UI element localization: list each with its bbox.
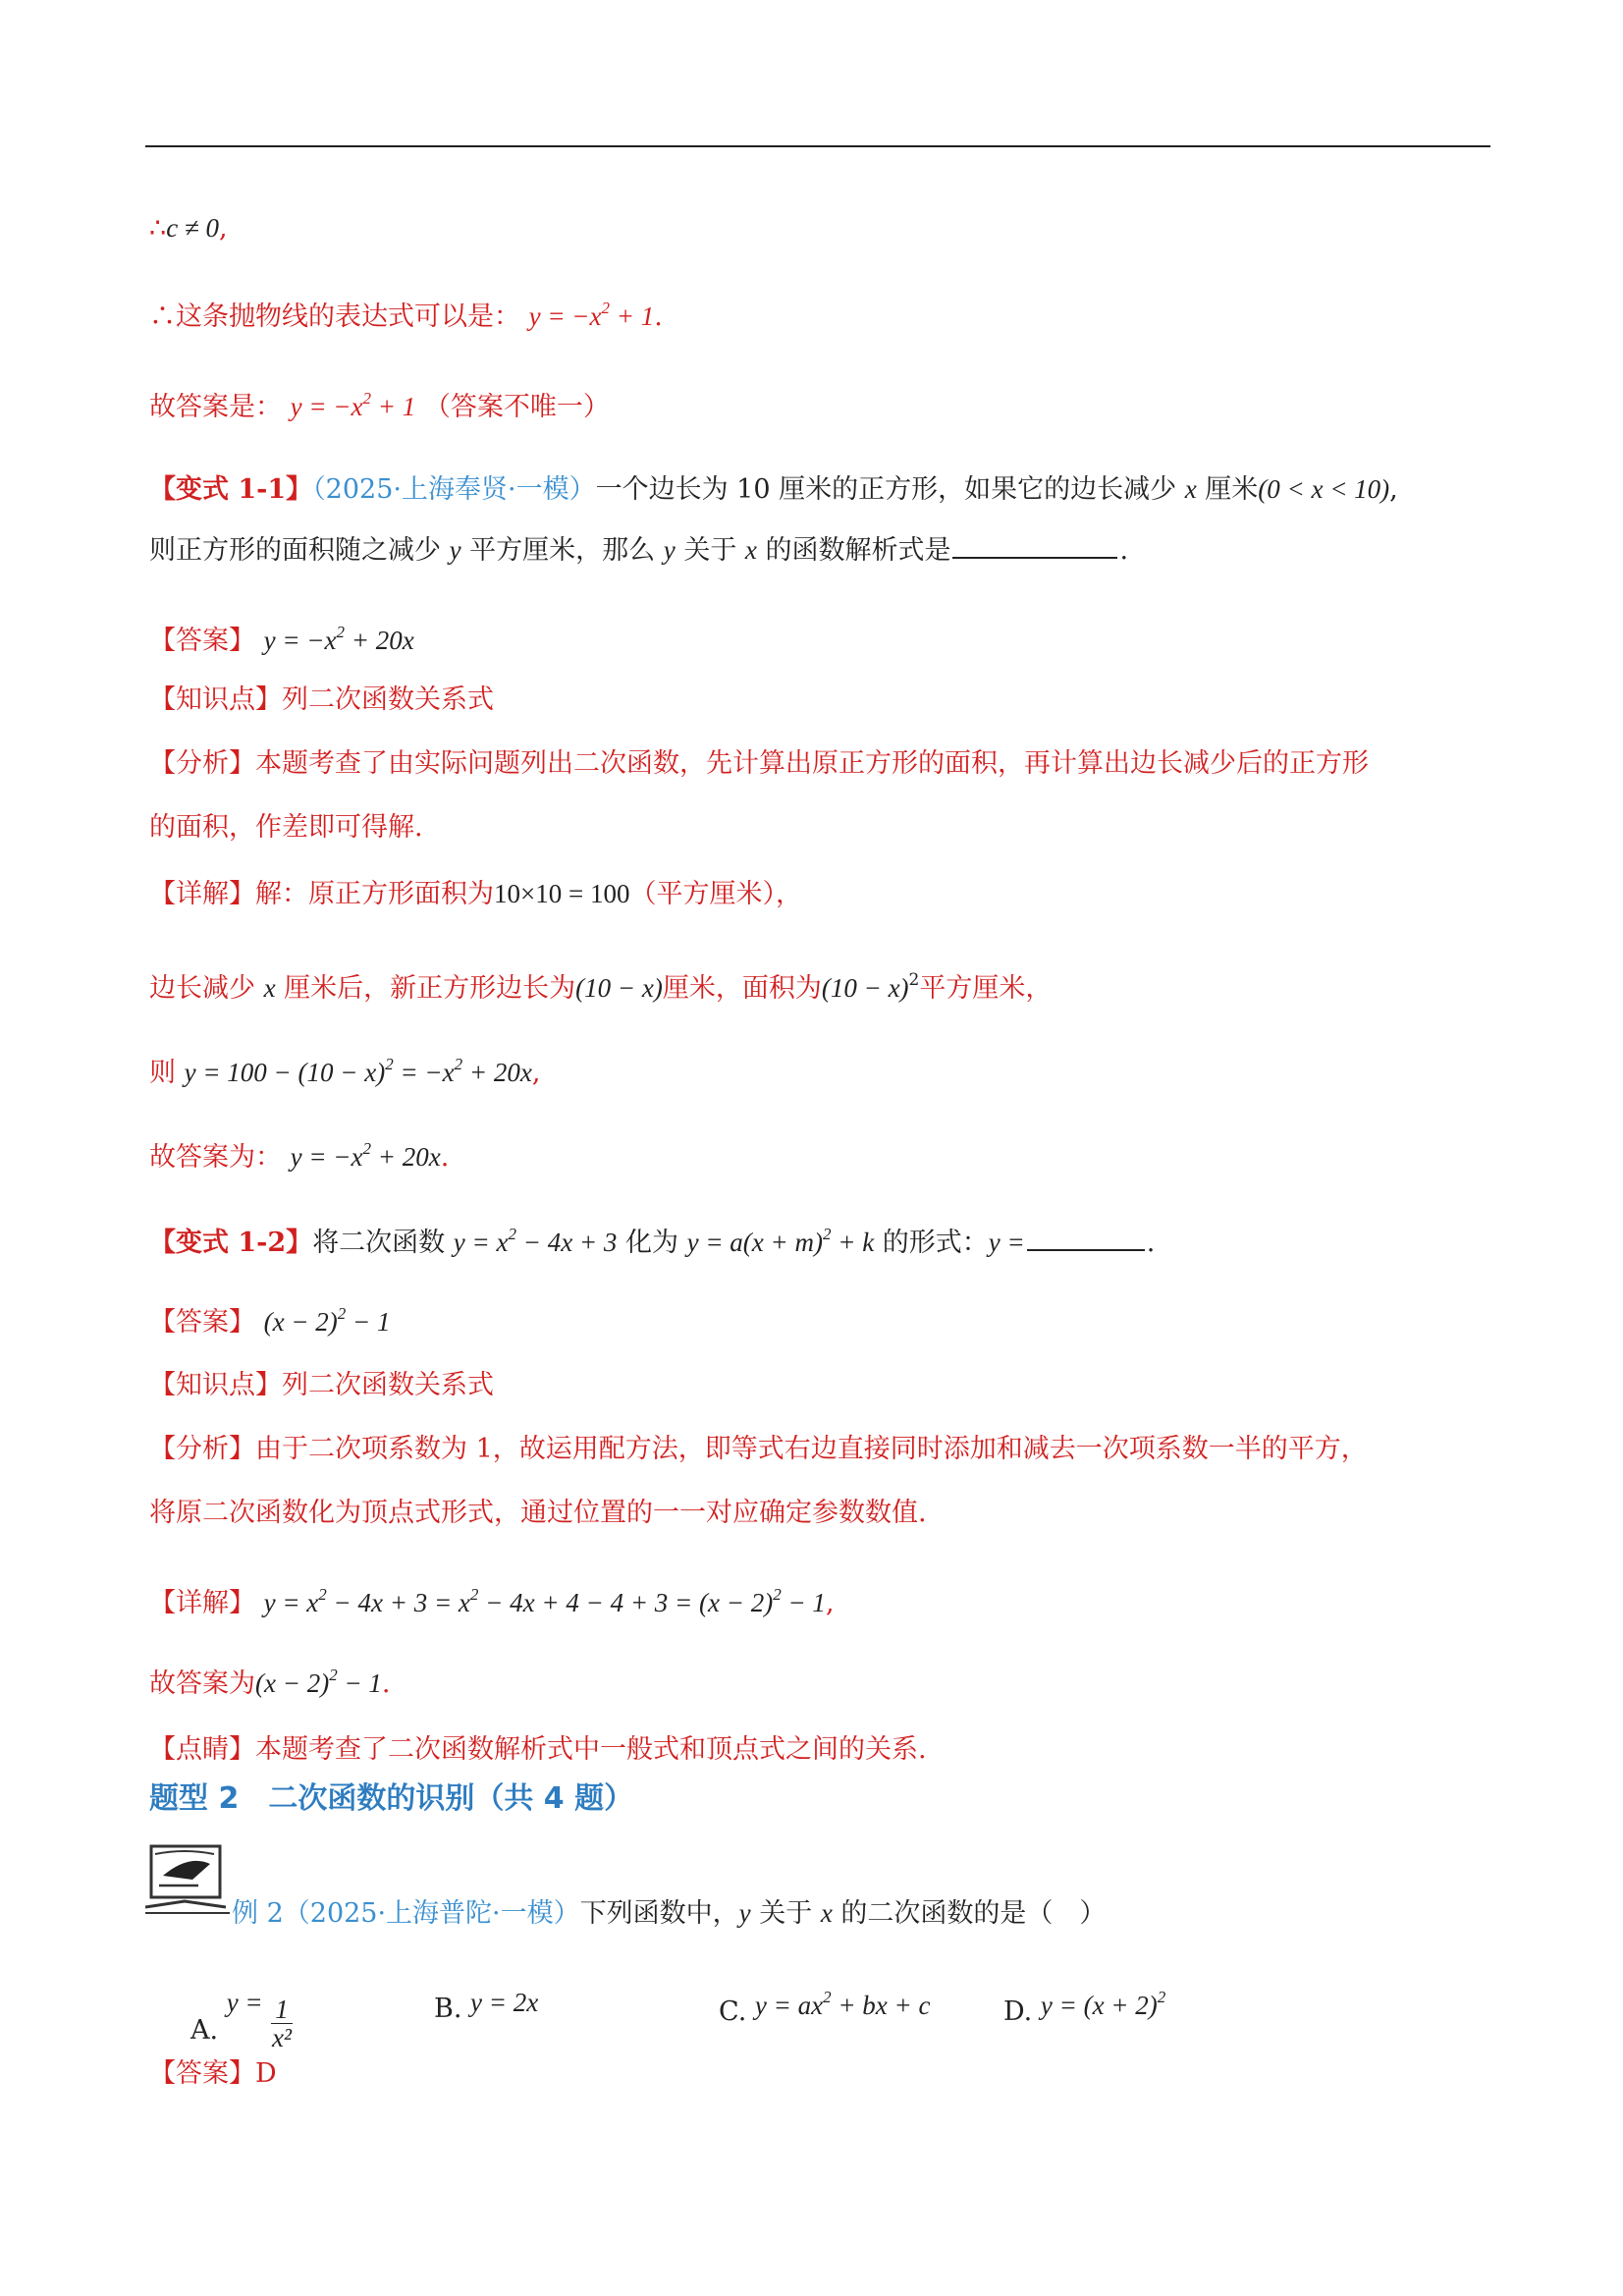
variant2-analysis-line1 <box>149 1430 1368 1469</box>
punct: , <box>1389 474 1398 505</box>
math-sup: 2 <box>362 389 372 408</box>
book-icon <box>145 1842 232 1919</box>
math-part: y = −x <box>290 1142 363 1172</box>
math-part: y = ax <box>754 1991 824 2020</box>
question-math <box>686 1225 875 1257</box>
analysis-label: 【分析】 <box>149 1434 255 1464</box>
math-sup: 2 <box>773 1585 782 1604</box>
analysis-text: 本题考查了由实际问题列出二次函数，先计算出原正方形的面积，再计算出边长减少后的正方形 <box>255 748 1369 779</box>
variant1-question-line1 <box>149 469 1398 510</box>
question-math <box>453 1225 618 1257</box>
intro-math-1: c ≠ 0 <box>166 213 219 243</box>
answer-math <box>263 1304 391 1337</box>
math-part: − 4x + 3 <box>515 1228 618 1257</box>
question-text: 平方厘米，那么 <box>460 535 664 566</box>
detail-text: 厘米，面积为 <box>662 973 822 1004</box>
question-text: 的形式： <box>882 1228 989 1258</box>
math-part: y = a(x + m) <box>686 1228 823 1257</box>
question-text: 则正方形的面积随之减少 <box>149 535 450 566</box>
variant1-knowledge-point <box>149 681 494 720</box>
variant2-analysis-line2 <box>149 1494 927 1533</box>
question-text: 的二次函数的是（ ） <box>832 1898 1107 1929</box>
variant2-answer <box>149 1294 391 1342</box>
option-label: B. <box>434 1994 462 2024</box>
detail-text: 则 <box>149 1058 176 1088</box>
answer-blank <box>952 557 1117 559</box>
variant2-final <box>149 1656 391 1704</box>
detail-text: 解：原正方形面积为 <box>255 879 494 909</box>
answer-blank <box>1027 1249 1145 1251</box>
variant1-analysis-line1 <box>149 744 1369 784</box>
intro-text-3: 故答案是： <box>149 392 282 422</box>
question-text: 下列函数中， <box>579 1898 739 1929</box>
option-label: C. <box>719 1996 747 2027</box>
detail-math <box>263 1585 826 1617</box>
math-sup: 2 <box>318 1585 327 1604</box>
var-y: y <box>449 535 461 565</box>
punct: , <box>825 1588 835 1618</box>
question-text: 关于 <box>750 1898 821 1929</box>
detail-text: 故答案为 <box>149 1668 255 1699</box>
variant2-question <box>149 1215 1155 1263</box>
detail-label: 【详解】 <box>149 879 255 909</box>
var-x: x <box>1184 474 1197 504</box>
variant-label: 【变式 1-2】 <box>149 1228 313 1258</box>
math-part: (x − 2) <box>263 1307 338 1337</box>
math-sup: 2 <box>508 1225 516 1243</box>
punct: . <box>1146 1228 1156 1258</box>
math-sup: 2 <box>601 299 611 317</box>
variant1-answer <box>149 613 414 661</box>
punct: . <box>654 301 663 332</box>
example-label: 例 2 <box>232 1898 284 1929</box>
options-row <box>149 1956 1426 2052</box>
question-text: 的函数解析式是 <box>756 535 951 566</box>
question-source: （2025·上海普陀·一模） <box>283 1898 580 1929</box>
example2-question <box>232 1893 1106 1934</box>
math-sup: 2 <box>336 623 346 641</box>
punct: . <box>440 1142 450 1173</box>
math-sup: 2 <box>329 1666 338 1684</box>
option-label: A. <box>190 2015 219 2046</box>
detail-math: 10×10 = 100 <box>494 879 630 908</box>
intro-line-2 <box>149 289 663 337</box>
detail-text: （平方厘米）， <box>629 879 802 909</box>
fraction-numerator: 1 <box>271 1995 293 2024</box>
analysis-label: 【分析】 <box>149 748 255 779</box>
math-part: + 20x <box>345 626 414 655</box>
answer-math <box>263 623 414 655</box>
kp-text: 列二次函数关系式 <box>282 684 494 715</box>
therefore-symbol: ∴ <box>149 213 167 244</box>
option-a[interactable] <box>190 1988 293 2051</box>
math-part: − 4x + 4 − 4 + 3 = (x − 2) <box>478 1588 774 1617</box>
kp-label: 【知识点】 <box>149 684 282 715</box>
answer-label: 【答案】 <box>149 2058 255 2089</box>
var-x: x <box>820 1898 833 1928</box>
math-sup: 2 <box>823 1988 832 2006</box>
analysis-text: 由于二次项系数为 1，故运用配方法，即等式右边直接同时添加和减去一次项系数一半的平方， <box>255 1434 1368 1464</box>
option-math: y = <box>226 1988 263 2017</box>
question-source: （2025·上海奉贤·一模） <box>312 474 596 505</box>
detail-label: 【详解】 <box>149 1588 255 1618</box>
math-sup: 2 <box>908 970 920 990</box>
variant2-comment <box>149 1730 927 1770</box>
math-sup: 2 <box>337 1304 347 1323</box>
kp-text: 列二次函数关系式 <box>282 1370 494 1400</box>
math-part: − 1 <box>337 1668 382 1698</box>
math-part: y = −x <box>263 626 337 655</box>
math-part: + 20x <box>462 1058 532 1087</box>
answer-value: D <box>255 2058 277 2089</box>
intro-text-2: ∴这条抛物线的表达式可以是： <box>149 301 520 332</box>
math-part: − 4x + 3 = x <box>326 1588 470 1617</box>
question-math: y = <box>988 1228 1025 1257</box>
variant1-analysis-line2 <box>149 808 423 847</box>
section-heading: 题型 2 二次函数的识别（共 4 题） <box>149 1781 634 1816</box>
option-math: y = 2x <box>470 1988 539 2017</box>
question-text: 关于 <box>675 535 745 566</box>
option-c[interactable] <box>719 1988 930 2027</box>
intro-math-3 <box>290 389 416 421</box>
option-math <box>1040 1988 1166 2020</box>
detail-text: 厘米后，新正方形边长为 <box>275 973 576 1004</box>
math-part: − 1 <box>346 1307 391 1337</box>
math-part: y = 100 − (10 − x) <box>184 1058 386 1087</box>
punct: , <box>219 213 228 244</box>
intro-math-2 <box>529 301 655 331</box>
math-part: + k <box>831 1228 875 1257</box>
condition-math: (0 < x < 10) <box>1258 474 1390 504</box>
intro-line-3 <box>149 379 610 427</box>
math-part: = −x <box>393 1058 455 1087</box>
question-text: 厘米 <box>1196 474 1259 505</box>
answer-label: 【答案】 <box>149 626 255 656</box>
var-x: x <box>263 973 276 1003</box>
math-part: + bx + c <box>831 1991 931 2020</box>
math-sup: 2 <box>469 1585 479 1604</box>
math-part: y = −x <box>528 301 602 331</box>
detail-math <box>184 1055 532 1087</box>
math-part: y = (x + 2) <box>1040 1991 1158 2020</box>
variant1-detail-line1 <box>149 874 802 914</box>
var-x: x <box>744 535 757 565</box>
option-d[interactable] <box>1003 1988 1165 2027</box>
detail-math <box>290 1139 441 1172</box>
variant2-knowledge-point <box>149 1366 494 1405</box>
math-part: + 20x <box>371 1142 441 1172</box>
math-sup: 2 <box>362 1139 372 1158</box>
math-part: − 1 <box>781 1588 826 1617</box>
question-text: 一个边长为 10 厘米的正方形，如果它的边长减少 <box>595 474 1185 505</box>
comment-label: 【点睛】 <box>149 1734 255 1765</box>
analysis-text: 的面积，作差即可得解. <box>149 812 423 843</box>
intro-note: （答案不唯一） <box>423 392 610 422</box>
analysis-text: 将原二次函数化为顶点式形式，通过位置的一一对应确定参数数值. <box>149 1498 927 1528</box>
variant1-detail-line2 <box>149 960 1052 1009</box>
fraction-denominator: x² <box>271 2023 293 2052</box>
option-label: D. <box>1003 1996 1033 2027</box>
math-part: + 1 <box>610 301 655 331</box>
header-rule <box>145 145 1490 147</box>
math-sup: 2 <box>385 1055 394 1073</box>
variant1-question-line2 <box>149 530 1128 571</box>
question-text: 化为 <box>625 1228 678 1258</box>
option-math <box>754 1988 931 2020</box>
var-y: y <box>738 1898 751 1928</box>
variant1-detail-line4 <box>149 1129 449 1177</box>
answer-label: 【答案】 <box>149 1307 255 1338</box>
math-sup: 2 <box>1157 1988 1166 2006</box>
punct: . <box>1119 535 1129 566</box>
variant-label: 【变式 1-1】 <box>149 474 313 505</box>
variant1-detail-line3 <box>149 1045 540 1093</box>
fraction <box>271 1995 293 2051</box>
var-y: y <box>663 535 676 565</box>
math-sup: 2 <box>454 1055 463 1073</box>
punct: . <box>381 1668 391 1699</box>
detail-math <box>255 1668 382 1698</box>
math-part: + 1 <box>371 392 416 421</box>
variant2-detail <box>149 1575 835 1623</box>
detail-text: 平方厘米， <box>919 973 1053 1004</box>
example2-answer <box>149 2054 277 2094</box>
math-part: y = −x <box>290 392 363 421</box>
math-part: (x − 2) <box>255 1668 330 1698</box>
punct: , <box>531 1058 541 1088</box>
question-text: 将二次函数 <box>312 1228 446 1258</box>
comment-text: 本题考查了二次函数解析式中一般式和顶点式之间的关系. <box>255 1734 927 1765</box>
intro-line-1 <box>149 208 228 248</box>
detail-text: 故答案为： <box>149 1142 282 1173</box>
math-part: y = x <box>453 1228 509 1257</box>
math-sup: 2 <box>822 1225 832 1243</box>
option-b[interactable] <box>434 1988 538 2024</box>
kp-label: 【知识点】 <box>149 1370 282 1400</box>
math-part: y = x <box>263 1588 319 1617</box>
detail-math: (10 − x) <box>821 973 909 1003</box>
detail-text: 边长减少 <box>149 973 264 1004</box>
detail-math: (10 − x) <box>575 973 663 1003</box>
